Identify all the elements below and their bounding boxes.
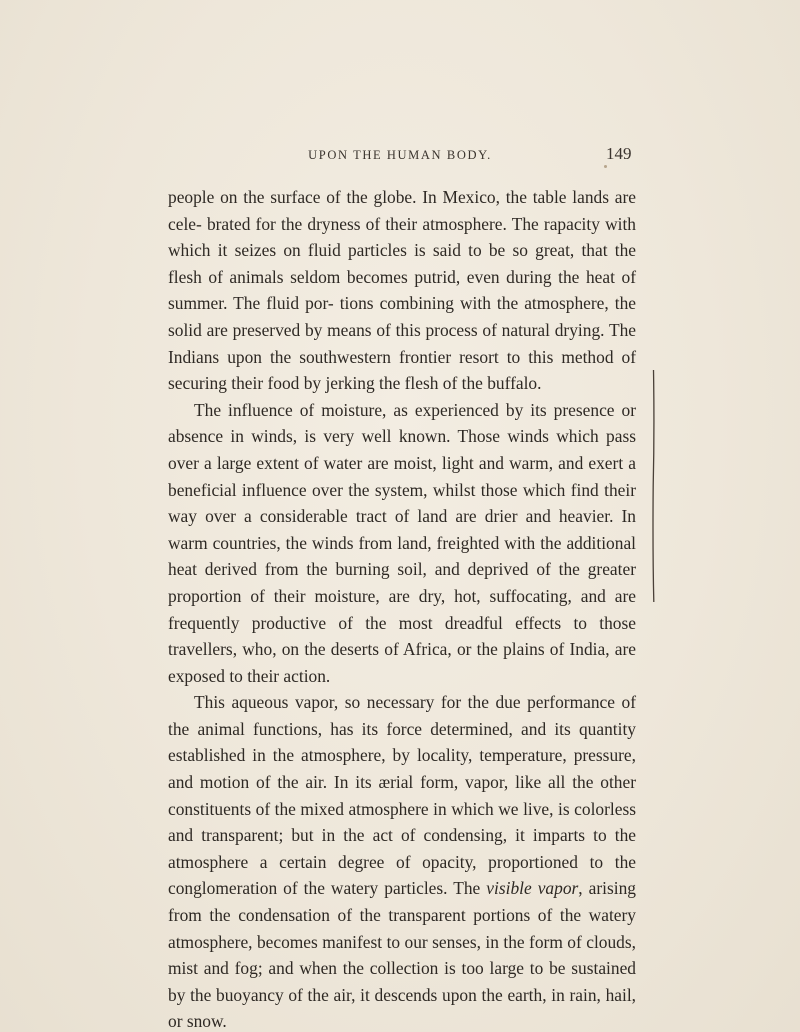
- running-head: [0, 144, 800, 172]
- paragraph-3-italic-term: visible vapor: [486, 878, 579, 899]
- paragraph-1-text: people on the surface of the globe. In Mexico, the table lands are cele- brated for the dryness of their atmosphere. The rapacity with which it seizes on fluid particles is said to be so great, that the flesh of animals seldom becomes putrid, even during the heat of summer. The fluid por- tions combining with the atmosphere, the solid are preserved by means of this process of natural drying. The Indians upon the southwestern frontier resort to this method of securing their food by jerking the flesh of the buffalo.: [168, 187, 636, 394]
- text-body: [168, 184, 636, 1032]
- paragraph-1: [168, 184, 636, 397]
- paragraph-3-text-b: , arising from the condensation of the transparent portions of the watery atmosphere, becomes manifest to our senses, in the form of clouds, mist and fog; and when the collection is too large to be sustained by the buoyancy of the air, it descends upon the earth, in rain, hail, or snow.: [168, 878, 636, 1032]
- paragraph-3-text-a: This aqueous vapor, so necessary for the due performance of the animal functions, has its force determined, and its quantity established in the atmosphere, by locality, temperature, pressure, and motion of the air. In its ærial form, vapor, like all the other constituents of the mixed atmosphere in which we live, is colorless and transparent; but in the act of condensing, it imparts to the atmosphere a certain degree of opacity, proportioned to the conglomeration of the watery particles. The: [168, 692, 636, 899]
- margin-pencil-mark: [652, 370, 655, 602]
- page-number: 149: [606, 144, 632, 163]
- paragraph-3: [168, 689, 636, 1032]
- paragraph-2-text: The influence of moisture, as experienced by its presence or absence in winds, is very well known. Those winds which pass over a large extent of water are moist, light and warm, and exert a beneficial influence over the system, whilst those which find their way over a considerable tract of land are drier and heavier. In warm countries, the winds from land, freighted with the additional heat derived from the burning soil, and deprived of the greater proportion of their moisture, are dry, hot, suffocating, and are frequently productive of the most dreadful effects to those travellers, who, on the deserts of Africa, or the plains of India, are exposed to their action.: [168, 399, 636, 686]
- paragraph-2: [168, 397, 636, 690]
- running-title: UPON THE HUMAN BODY.: [308, 148, 492, 162]
